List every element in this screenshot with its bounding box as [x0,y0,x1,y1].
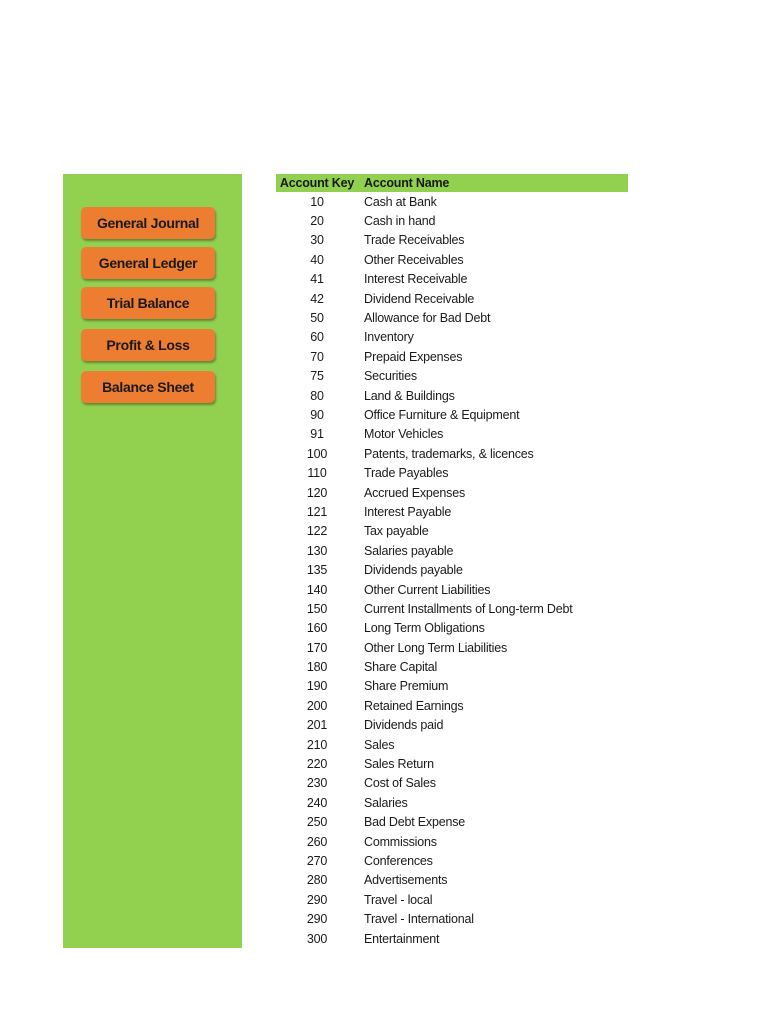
account-key-cell[interactable]: 260 [306,834,328,849]
table-row[interactable] [276,677,628,696]
account-name-cell[interactable]: Cost of Sales [364,776,436,791]
table-row[interactable] [276,599,628,618]
table-row[interactable] [276,211,628,230]
account-name-cell[interactable]: Entertainment [364,931,440,946]
table-row[interactable] [276,308,628,327]
table-row[interactable] [276,444,628,463]
account-key-header: Account Key [279,176,355,190]
account-key-cell[interactable]: 240 [306,795,328,810]
table-row[interactable] [276,405,628,424]
table-row[interactable] [276,909,628,928]
navigation-sidebar [63,174,242,948]
account-name-cell[interactable]: Prepaid Expenses [364,349,463,364]
account-name-cell[interactable]: Advertisements [364,873,448,888]
account-key-cell[interactable]: 10 [310,194,324,209]
account-key-cell[interactable]: 270 [306,853,328,868]
account-key-cell[interactable]: 50 [310,311,324,326]
account-name-cell[interactable]: Dividends paid [364,718,444,733]
account-key-cell[interactable]: 140 [306,582,328,597]
account-name-cell[interactable]: Salaries payable [364,543,454,558]
account-name-cell[interactable]: Dividend Receivable [364,291,475,306]
table-row[interactable] [276,890,628,909]
account-key-cell[interactable]: 180 [306,660,328,675]
account-name-cell[interactable]: Inventory [364,330,414,345]
account-name-cell[interactable]: Patents, trademarks, & licences [364,446,534,461]
table-header-row [276,174,628,192]
table-row[interactable] [276,832,628,851]
balance-sheet-button[interactable]: Balance Sheet [81,371,215,403]
account-key-cell[interactable]: 100 [306,446,328,461]
table-row[interactable] [276,929,628,948]
table-row[interactable] [276,735,628,754]
account-key-cell[interactable]: 135 [306,563,328,578]
account-key-cell[interactable]: 250 [306,815,328,830]
account-name-cell[interactable]: Other Receivables [364,252,464,267]
account-name-cell[interactable]: Interest Payable [364,504,452,519]
table-row[interactable] [276,425,628,444]
table-row[interactable] [276,813,628,832]
table-row[interactable] [276,250,628,269]
general-ledger-button[interactable]: General Ledger [81,247,215,279]
account-key-cell[interactable]: 120 [306,485,328,500]
table-body [276,192,628,948]
account-key-cell[interactable]: 110 [307,466,327,481]
account-name-cell[interactable]: Allowance for Bad Debt [364,311,491,326]
account-key-cell[interactable]: 122 [306,524,328,539]
table-row[interactable] [276,192,628,211]
account-key-cell[interactable]: 160 [306,621,328,636]
table-row[interactable] [276,347,628,366]
account-name-cell[interactable]: Interest Receivable [364,272,468,287]
account-name-cell[interactable]: Tax payable [364,524,429,539]
account-key-cell[interactable]: 70 [310,349,324,364]
account-name-cell[interactable]: Retained Earnings [364,698,464,713]
account-name-cell[interactable]: Other Long Term Liabilities [364,640,508,655]
account-name-cell[interactable]: Trade Payables [364,466,449,481]
account-name-cell[interactable]: Sales Return [364,757,434,772]
account-name-cell[interactable]: Motor Vehicles [364,427,444,442]
account-key-cell[interactable]: 220 [306,757,328,772]
table-row[interactable] [276,522,628,541]
account-key-cell[interactable]: 130 [306,543,328,558]
account-key-cell[interactable]: 80 [310,388,324,403]
account-key-cell[interactable]: 90 [310,407,324,422]
table-row[interactable] [276,696,628,715]
general-journal-button[interactable]: General Journal [81,207,215,239]
account-name-cell[interactable]: Trade Receivables [364,233,465,248]
account-key-cell[interactable]: 300 [306,931,328,946]
table-row[interactable] [276,289,628,308]
account-name-cell[interactable]: Travel - local [364,892,433,907]
table-row[interactable] [276,851,628,870]
table-row[interactable] [276,638,628,657]
table-row[interactable] [276,619,628,638]
account-key-cell[interactable]: 20 [310,214,324,229]
table-row[interactable] [276,754,628,773]
account-name-cell[interactable]: Securities [364,369,417,384]
chart-of-accounts-table [276,174,628,948]
account-key-cell[interactable]: 201 [306,718,328,733]
account-name-cell[interactable]: Bad Debt Expense [364,815,466,830]
account-name-cell[interactable]: Dividends payable [364,563,463,578]
account-key-cell[interactable]: 170 [306,640,328,655]
account-key-cell[interactable]: 200 [306,698,328,713]
table-row[interactable] [276,386,628,405]
account-name-cell[interactable]: Other Current Liabilities [364,582,491,597]
table-row[interactable] [276,541,628,560]
table-row[interactable] [276,367,628,386]
account-name-cell[interactable]: Cash in hand [364,214,436,229]
account-key-cell[interactable]: 60 [310,330,324,345]
account-key-cell[interactable]: 121 [306,504,328,519]
table-row[interactable] [276,774,628,793]
account-key-cell[interactable]: 150 [306,601,328,616]
table-row[interactable] [276,716,628,735]
account-name-cell[interactable]: Conferences [364,853,433,868]
profit-and-loss-button[interactable]: Profit & Loss [81,329,215,361]
account-key-cell[interactable]: 75 [310,369,324,384]
account-name-cell[interactable]: Accrued Expenses [364,485,466,500]
table-row[interactable] [276,483,628,502]
table-row[interactable] [276,463,628,482]
account-name-cell[interactable]: Cash at Bank [364,194,437,209]
account-name-cell[interactable]: Share Capital [364,660,438,675]
account-key-cell[interactable]: 40 [310,252,324,267]
table-row[interactable] [276,871,628,890]
account-key-cell[interactable]: 290 [306,912,328,927]
account-name-cell[interactable]: Long Term Obligations [364,621,485,636]
table-row[interactable] [276,231,628,250]
account-key-cell[interactable]: 210 [306,737,328,752]
account-key-cell[interactable]: 91 [310,427,324,442]
table-row[interactable] [276,270,628,289]
table-row[interactable] [276,502,628,521]
account-key-cell[interactable]: 30 [310,233,324,248]
trial-balance-button[interactable]: Trial Balance [81,287,215,319]
account-key-cell[interactable]: 41 [310,272,324,287]
table-row[interactable] [276,657,628,676]
account-key-cell[interactable]: 42 [310,291,324,306]
account-name-cell[interactable]: Commissions [364,834,437,849]
account-name-cell[interactable]: Share Premium [364,679,449,694]
table-row[interactable] [276,560,628,579]
account-name-cell[interactable]: Office Furniture & Equipment [364,407,520,422]
account-key-cell[interactable]: 190 [306,679,328,694]
account-name-header: Account Name [364,176,450,190]
account-name-cell[interactable]: Salaries [364,795,408,810]
account-key-cell[interactable]: 280 [306,873,328,888]
account-key-cell[interactable]: 230 [306,776,328,791]
account-name-cell[interactable]: Travel - International [364,912,474,927]
account-name-cell[interactable]: Current Installments of Long-term Debt [364,601,573,616]
account-name-cell[interactable]: Sales [364,737,395,752]
account-name-cell[interactable]: Land & Buildings [364,388,455,403]
table-row[interactable] [276,793,628,812]
account-key-cell[interactable]: 290 [306,892,328,907]
table-row[interactable] [276,328,628,347]
table-row[interactable] [276,580,628,599]
